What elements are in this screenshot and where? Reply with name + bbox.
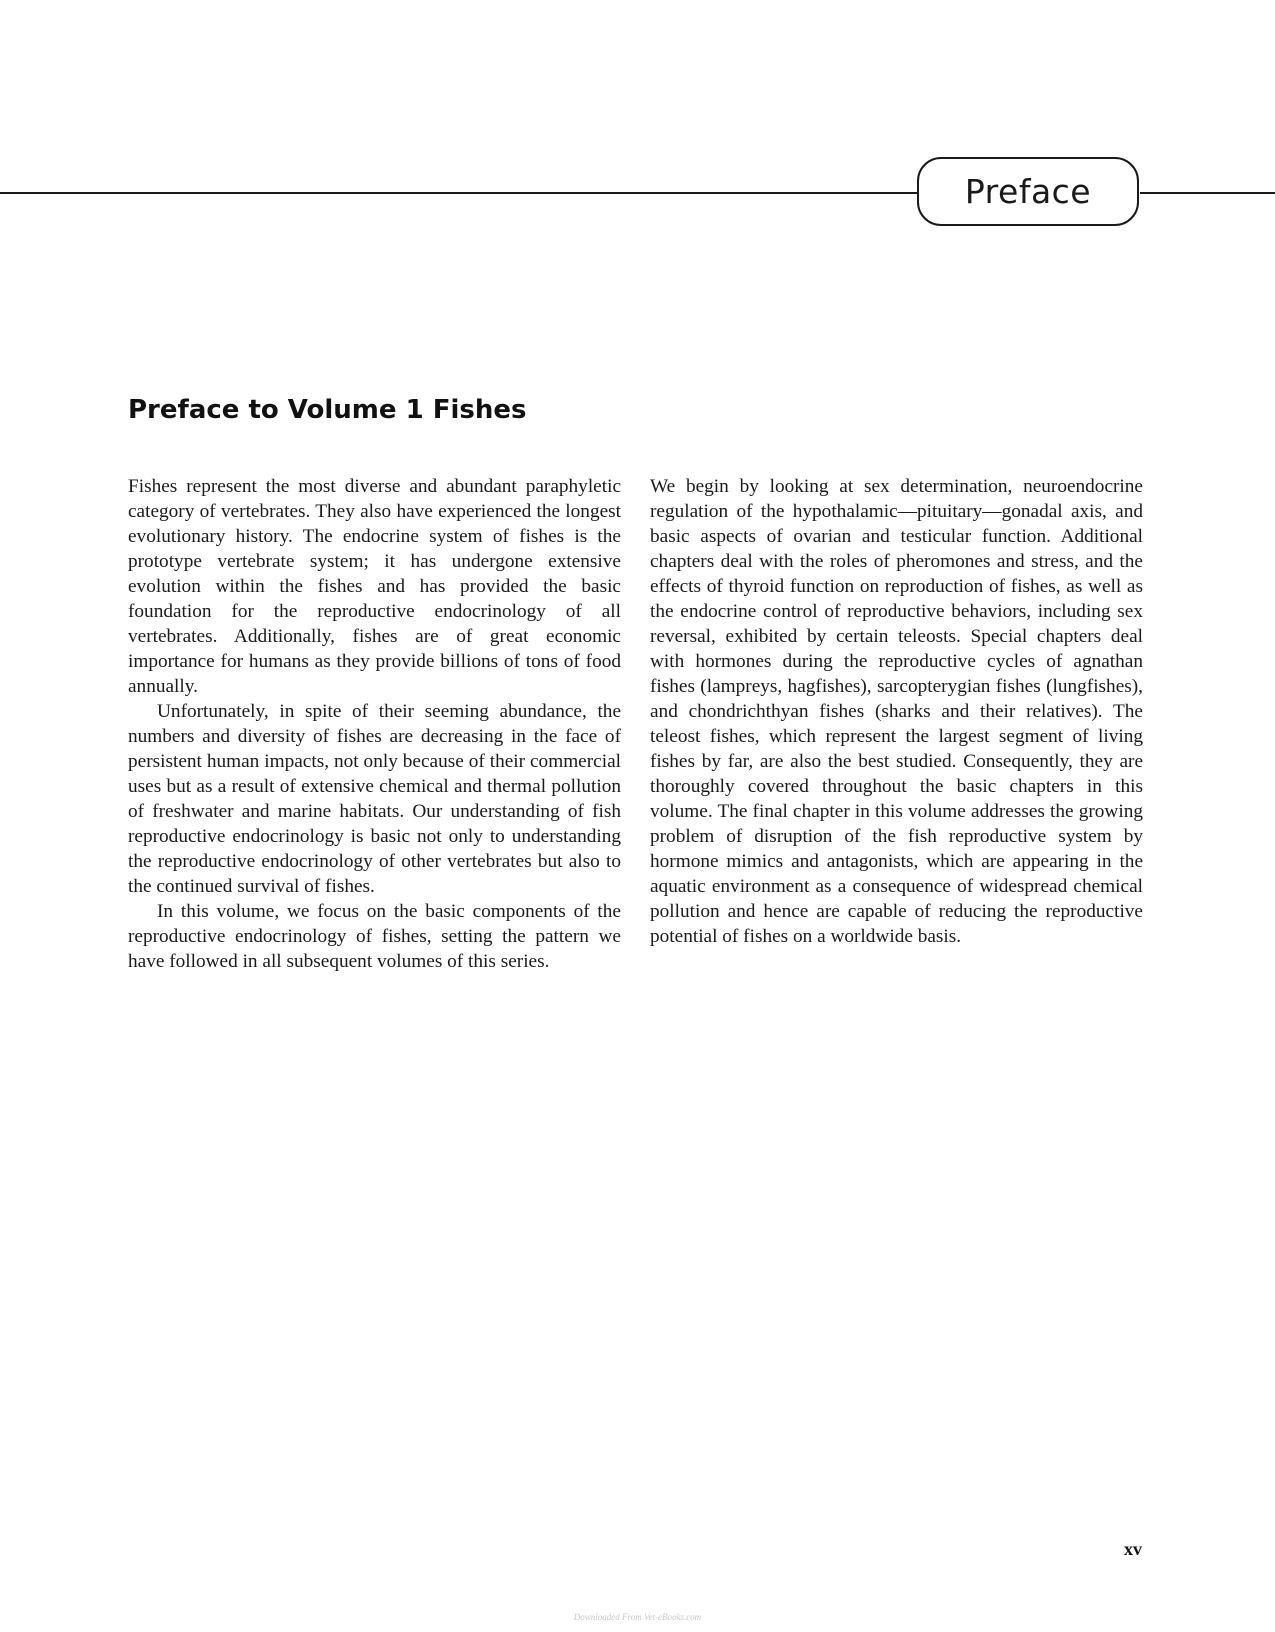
section-title: Preface to Volume 1 Fishes [128,395,527,425]
header-rule-left [0,192,918,194]
footer-watermark: Downloaded From Vet-eBooks.com [573,1612,702,1622]
paragraph: Unfortunately, in spite of their seeming abundance, the numbers and diversity of fishes are decreasing in the face of persistent human impacts, not only because of their commercial uses but as a result of extensive chemical and thermal pollution of freshwater and marine habitats. Our understanding of fish reproductive endocrinology is basic not only to understanding the reproductive endocrinology of other vertebrates but also to the continued survival of fishes. [128,701,621,897]
page-number: xv [1124,1539,1142,1559]
paragraph: Fishes represent the most diverse and abundant paraphyletic category of vertebrates. They also have experienced the longest evolutionary history. The endocrine system of fishes is the prototype vertebrate system; it has undergone extensive evolution within the fishes and has provided the basic foundation for the reproductive endocrinology of all vertebrates. Additionally, fishes are of great economic importance for humans as they provide billions of tons of food annually. [128,476,621,697]
header-rule-right [1140,192,1275,194]
right-column [650,474,1143,949]
paragraph: We begin by looking at sex determination, neuroendocrine regulation of the hypothalamic—pituitary—gonadal axis, and basic aspects of ovarian and testicular function. Additional chapters deal with the roles of pheromones and stress, and the effects of thyroid function on reproduction of fishes, as well as the endocrine control of reproductive behaviors, including sex reversal, exhibited by certain teleosts. Special chapters deal with hormones during the reproductive cycles of agnathan fishes (lampreys, hagfishes), sarcopterygian fishes (lungfishes), and chondrichthyan fishes (sharks and their relatives). The teleost fishes, which represent the largest segment of living fishes by far, are also the best studied. Consequently, they are thoroughly covered throughout the basic chapters in this volume. The final chapter in this volume addresses the growing problem of disruption of the fish reproductive system by hormone mimics and antagonists, which are appearing in the aquatic environment as a consequence of widespread chemical pollution and hence are capable of reducing the reproductive potential of fishes on a worldwide basis. [650,476,1143,947]
left-column [128,474,621,974]
chapter-tab-label: Preface [917,157,1139,226]
paragraph: In this volume, we focus on the basic components of the reproductive endocrinology of fishes, setting the pattern we have followed in all subsequent volumes of this series. [128,901,621,972]
